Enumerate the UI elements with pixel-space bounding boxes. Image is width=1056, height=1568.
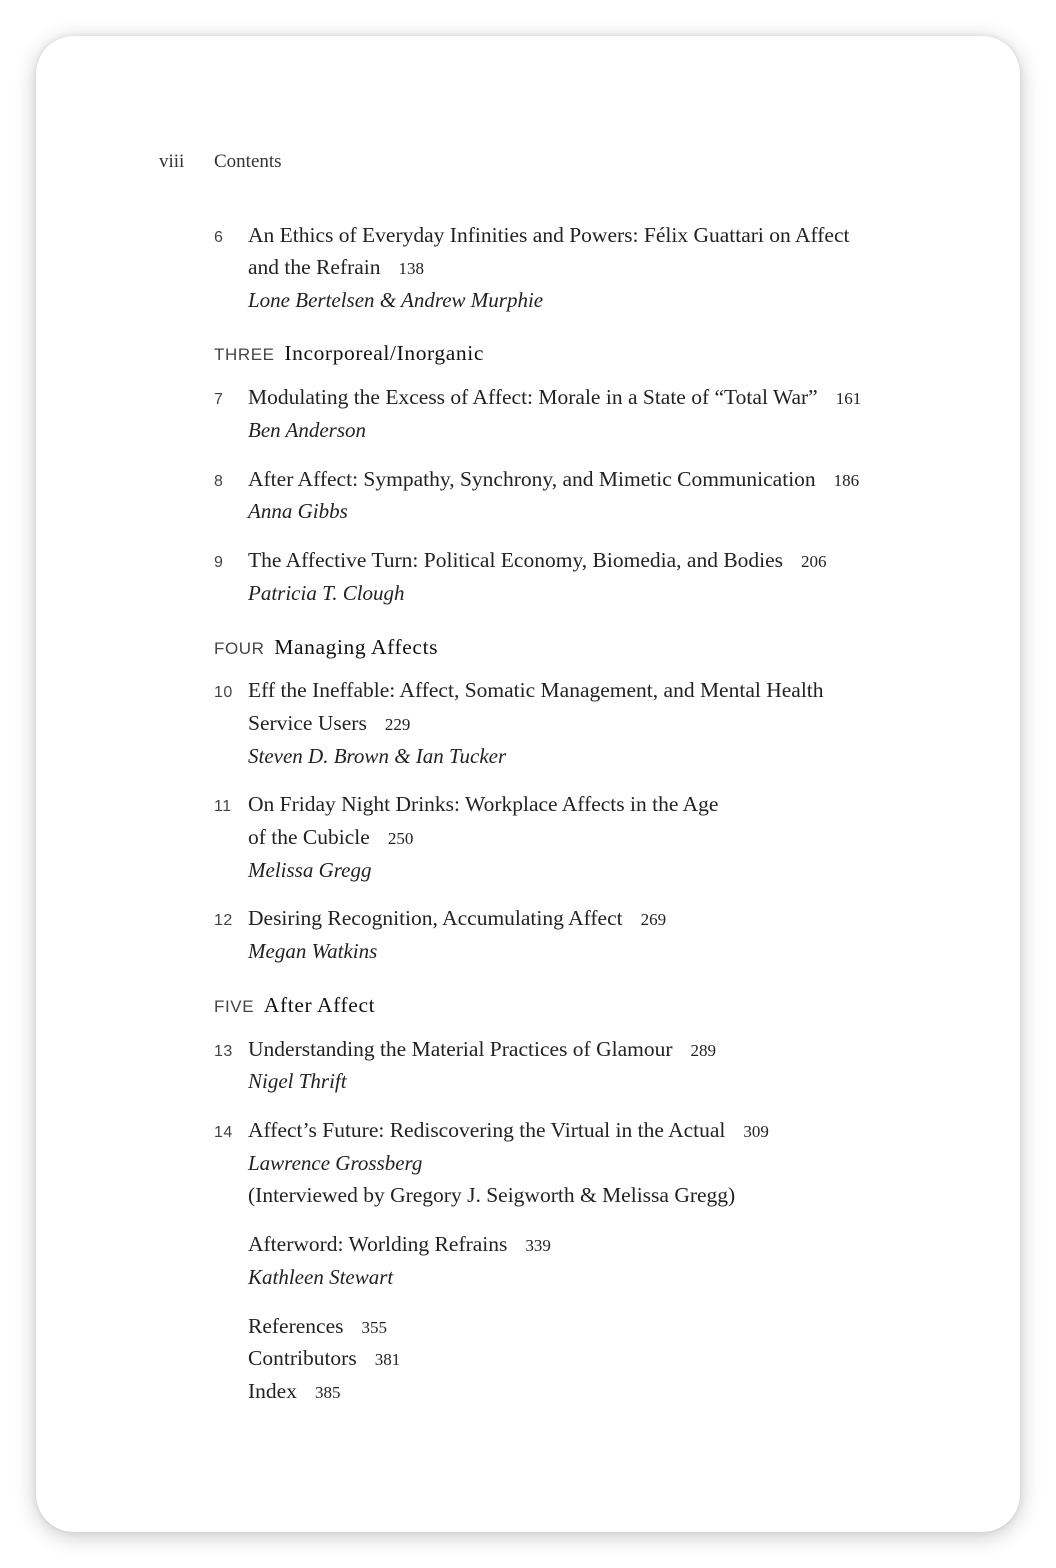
chapter-title: Modulating the Excess of Affect: Morale in a State of “Total War” 161 bbox=[248, 385, 862, 409]
index-entry: Index 385 bbox=[248, 1379, 341, 1403]
chapter-author: Lawrence Grossberg bbox=[248, 1151, 423, 1175]
afterword-author: Kathleen Stewart bbox=[248, 1265, 394, 1289]
page-number: 309 bbox=[743, 1122, 769, 1141]
page-folio: viii bbox=[159, 151, 185, 172]
references-entry: References 355 bbox=[248, 1314, 387, 1338]
part-heading bbox=[214, 993, 375, 1018]
chapter-author: Ben Anderson bbox=[248, 418, 367, 442]
chapter-number: 10 bbox=[214, 684, 233, 701]
page-number: 161 bbox=[835, 389, 862, 408]
chapter-title: Affect’s Future: Rediscovering the Virtual in the Actual 309 bbox=[248, 1118, 769, 1142]
page-number: 381 bbox=[374, 1350, 401, 1369]
part-title: Incorporeal/Inorganic bbox=[284, 341, 484, 365]
part-heading bbox=[214, 341, 484, 366]
page-number: 269 bbox=[640, 910, 667, 929]
contributors-entry: Contributors 381 bbox=[248, 1346, 401, 1370]
chapter-author: Megan Watkins bbox=[248, 939, 378, 963]
afterword-title: Afterword: Worlding Refrains 339 bbox=[248, 1232, 551, 1256]
page-number: 138 bbox=[398, 259, 425, 278]
chapter-title-continued: of the Cubicle 250 bbox=[248, 825, 414, 849]
chapter-number: 11 bbox=[214, 798, 232, 815]
part-label: THREE bbox=[214, 345, 275, 364]
page-number: 385 bbox=[314, 1383, 341, 1402]
chapter-author: Nigel Thrift bbox=[248, 1069, 347, 1093]
chapter-author: Patricia T. Clough bbox=[248, 581, 405, 605]
chapter-author: Anna Gibbs bbox=[248, 499, 348, 523]
part-title: Managing Affects bbox=[274, 635, 439, 659]
chapter-author: Melissa Gregg bbox=[248, 858, 372, 882]
chapter-number: 9 bbox=[214, 554, 224, 571]
chapter-title: Understanding the Material Practices of Glamour 289 bbox=[248, 1037, 716, 1061]
chapter-title: An Ethics of Everyday Infinities and Powers: Félix Guattari on Affect bbox=[248, 223, 850, 247]
chapter-number: 6 bbox=[214, 229, 224, 246]
chapter-title-continued: and the Refrain 138 bbox=[248, 255, 425, 279]
chapter-number: 13 bbox=[214, 1043, 233, 1060]
chapter-author: Lone Bertelsen & Andrew Murphie bbox=[248, 288, 544, 312]
page-number: 339 bbox=[525, 1236, 551, 1255]
chapter-title-continued: Service Users 229 bbox=[248, 711, 411, 735]
chapter-number: 14 bbox=[214, 1124, 233, 1141]
chapter-title: Desiring Recognition, Accumulating Affect 269 bbox=[248, 906, 667, 930]
chapter-title: The Affective Turn: Political Economy, Biomedia, and Bodies 206 bbox=[248, 548, 827, 572]
chapter-number: 8 bbox=[214, 473, 224, 490]
page-number: 229 bbox=[384, 715, 411, 734]
part-heading bbox=[214, 635, 438, 660]
chapter-title: Eff the Ineffable: Affect, Somatic Management, and Mental Health bbox=[248, 678, 824, 702]
chapter-title: After Affect: Sympathy, Synchrony, and Mimetic Communication 186 bbox=[248, 467, 860, 491]
chapter-number: 12 bbox=[214, 912, 233, 929]
page-number: 186 bbox=[833, 471, 860, 490]
part-label: FOUR bbox=[214, 639, 265, 658]
page-number: 289 bbox=[690, 1041, 716, 1060]
page-number: 206 bbox=[801, 552, 827, 571]
chapter-author: Steven D. Brown & Ian Tucker bbox=[248, 744, 507, 768]
part-title: After Affect bbox=[263, 993, 376, 1017]
page-number: 355 bbox=[361, 1318, 387, 1337]
chapter-title: On Friday Night Drinks: Workplace Affects in the Age bbox=[248, 792, 719, 816]
chapter-note: (Interviewed by Gregory J. Seigworth & Melissa Gregg) bbox=[248, 1183, 736, 1207]
running-head: Contents bbox=[214, 151, 282, 172]
part-label: FIVE bbox=[214, 997, 255, 1016]
chapter-number: 7 bbox=[214, 391, 224, 408]
page-number: 250 bbox=[387, 829, 414, 848]
book-page bbox=[36, 36, 1020, 1532]
